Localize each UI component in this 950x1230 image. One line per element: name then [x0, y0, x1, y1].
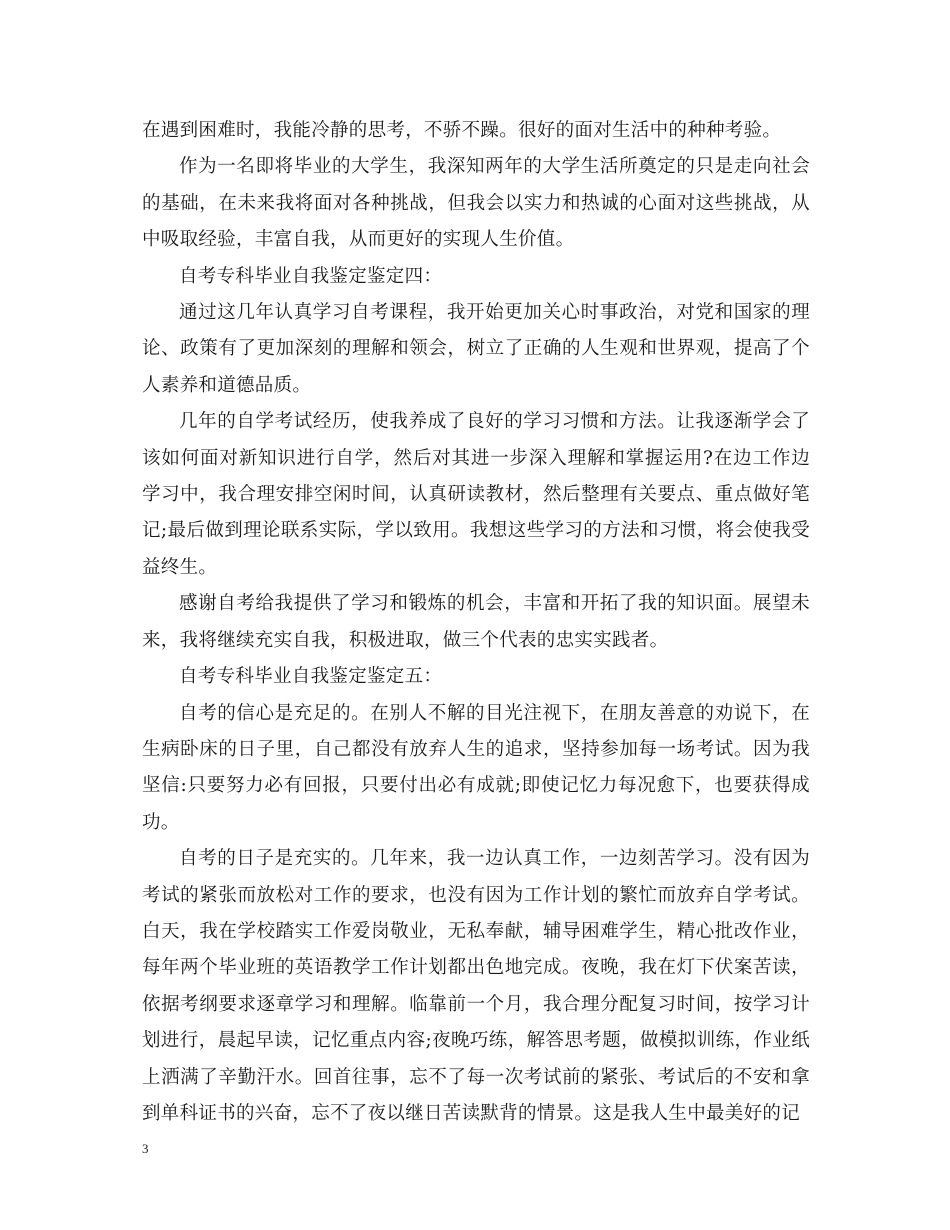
section-heading: 自考专科毕业自我鉴定鉴定四：: [179, 265, 443, 287]
paragraph: 自考的信心是充足的。在别人不解的目光注视下，在朋友善意的劝说下，在生病卧床的日子里，自己都没有放弃人生的追求，坚持参加每一场考试。因为我坚信:只要努力必有回报，只要付出必有成就;即使记忆力每况愈下，也要获得成功。: [142, 702, 810, 833]
document-body: [142, 113, 810, 1132]
paragraph: 几年的自学考试经历，使我养成了良好的学习习惯和方法。让我逐渐学会了该如何面对新知识进行自学，然后对其进一步深入理解和掌握运用?在边工作边学习中，我合理安排空闲时间，认真研读教材，然后整理有关要点、重点做好笔记;最后做到理论联系实际，学以致用。我想这些学习的方法和习惯，将会使我受益终生。: [142, 411, 810, 578]
page-number: 3: [142, 1141, 149, 1156]
paragraph: 作为一名即将毕业的大学生，我深知两年的大学生活所奠定的只是走向社会的基础，在未来我将面对各种挑战，但我会以实力和热诚的心面对这些挑战，从中吸取经验，丰富自我，从而更好的实现人生价值。: [142, 156, 810, 251]
paragraph: 感谢自考给我提供了学习和锻炼的机会，丰富和开拓了我的知识面。展望未来，我将继续充实自我，积极进取，做三个代表的忠实实践者。: [142, 593, 810, 651]
paragraph: 通过这几年认真学习自考课程，我开始更加关心时事政治，对党和国家的理论、政策有了更加深刻的理解和领会，树立了正确的人生观和世界观，提高了个人素养和道德品质。: [142, 302, 810, 396]
paragraph: 自考的日子是充实的。几年来，我一边认真工作，一边刻苦学习。没有因为考试的紧张而放松对工作的要求，也没有因为工作计划的繁忙而放弃自学考试。白天，我在学校踏实工作爱岗敬业，无私奉献，辅导困难学生，精心批改作业，每年两个毕业班的英语教学工作计划都出色地完成。夜晚，我在灯下伏案苦读，依据考纲要求逐章学习和理解。临靠前一个月，我合理分配复习时间，按学习计划进行，晨起早读，记忆重点内容;夜晚巧练，解答思考题，做模拟训练，作业纸上洒满了辛勤汗水。回首往事，忘不了每一次考试前的紧张、考试后的不安和拿到单科证书的兴奋，忘不了夜以继日苦读默背的情景。这是我人生中最美好的记: [142, 848, 810, 1124]
section-heading: 自考专科毕业自我鉴定鉴定五：: [179, 666, 443, 688]
paragraph: 在遇到困难时，我能冷静的思考，不骄不躁。很好的面对生活中的种种考验。: [142, 120, 782, 141]
